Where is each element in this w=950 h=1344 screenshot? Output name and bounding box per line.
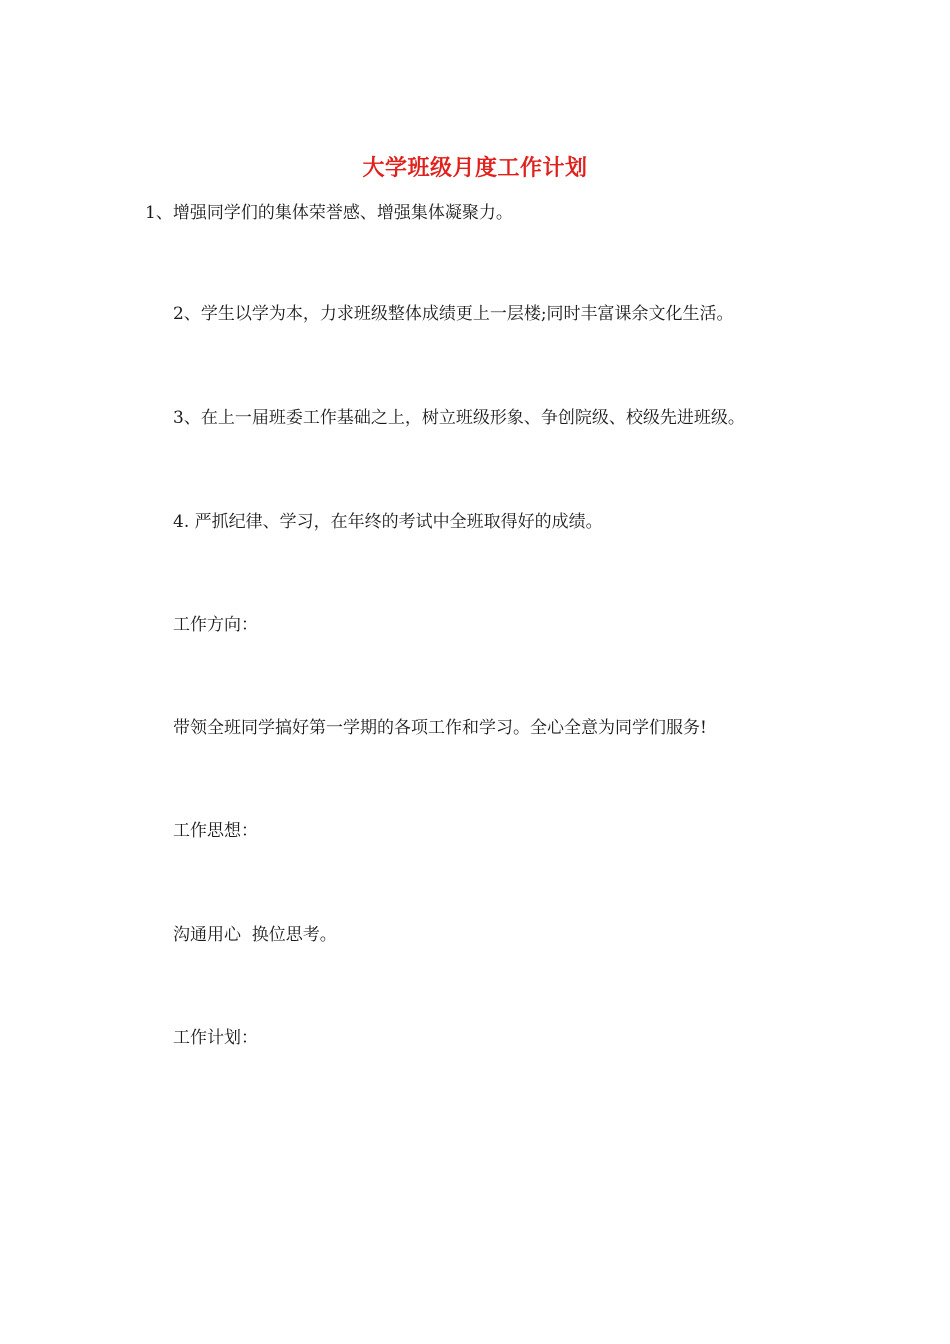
work-thought-text: 沟通用心 换位思考。: [173, 925, 337, 945]
goal-item-2: 2、学生以学为本，力求班级整体成绩更上一层楼;同时丰富课余文化生活。: [173, 304, 734, 324]
section-heading-work-thought: 工作思想：: [173, 821, 258, 841]
section-heading-work-direction: 工作方向：: [173, 615, 258, 635]
work-direction-text: 带领全班同学搞好第一学期的各项工作和学习。全心全意为同学们服务!: [173, 718, 707, 738]
document-title: 大学班级月度工作计划: [362, 155, 588, 181]
section-heading-work-plan: 工作计划：: [173, 1028, 258, 1048]
goal-item-1: 1、增强同学们的集体荣誉感、增强集体凝聚力。: [145, 203, 513, 223]
goal-item-4: 4. 严抓纪律、学习，在年终的考试中全班取得好的成绩。: [173, 512, 603, 532]
goal-item-3: 3、在上一届班委工作基础之上，树立班级形象、争创院级、校级先进班级。: [173, 408, 745, 428]
